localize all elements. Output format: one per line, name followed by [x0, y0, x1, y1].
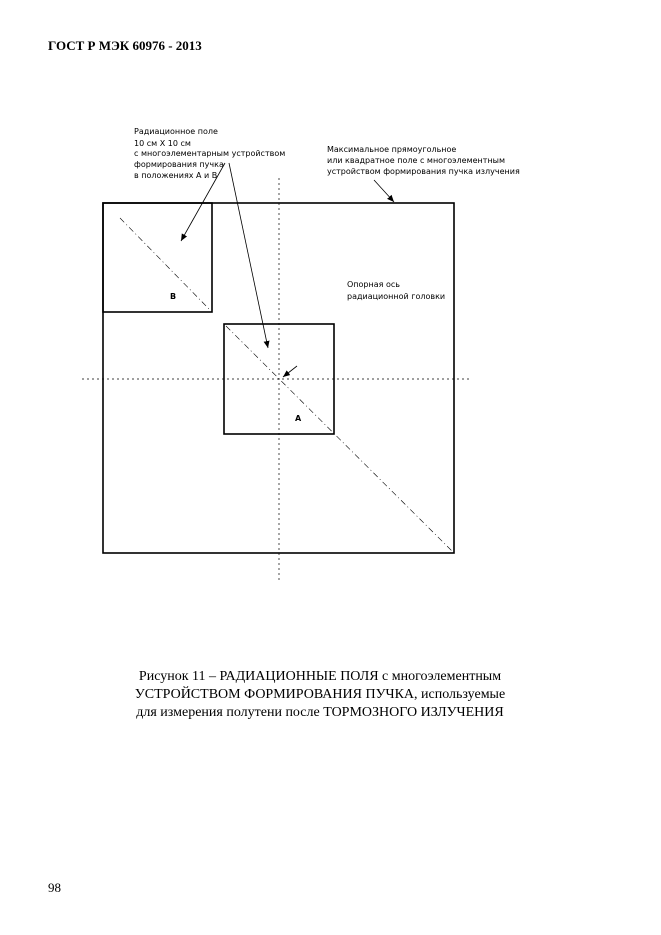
callout-arrow-to-max-field: [374, 180, 394, 202]
page-header-standard: ГОСТ Р МЭК 60976 - 2013: [48, 38, 202, 53]
field-b-diagonal: [120, 218, 210, 310]
position-a-label: A: [295, 414, 302, 423]
figure-caption: [60, 668, 580, 722]
callout-field-10x10: Радиационное поле 10 см X 10 см с многоэлементарным устройством формирования пучка в положениях A и B: [134, 127, 286, 180]
caption-line: для измерения полутени после ТОРМОЗНОГО ИЗЛУЧЕНИЯ: [136, 705, 504, 720]
position-b-label: B: [170, 292, 177, 301]
max-field-diagonal: [226, 326, 452, 551]
reference-axis-arrow: [283, 366, 297, 377]
caption-line: УСТРОЙСТВОМ ФОРМИРОВАНИЯ ПУЧКА, используемые: [134, 687, 506, 702]
callout-arrow-to-field-a: [229, 163, 268, 348]
page-number: 98: [48, 880, 61, 895]
callout-reference-axis: Опорная ось радиационной головки: [347, 280, 446, 301]
callout-max-field: Максимальное прямоугольное или квадратное поле с многоэлементным устройством формирования пучка излучения: [327, 145, 520, 176]
caption-line: Рисунок 11 – РАДИАЦИОННЫЕ ПОЛЯ с многоэлементным: [138, 669, 502, 684]
